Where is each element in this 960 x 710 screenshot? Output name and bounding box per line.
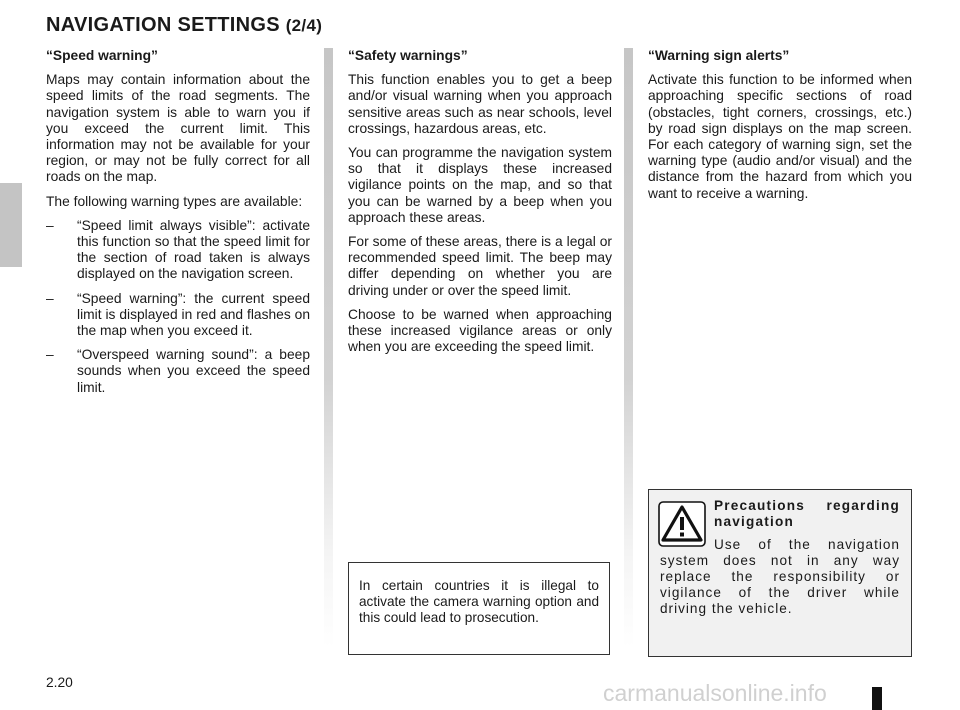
warning-sign-alerts-paragraph: Activate this function to be informed when approaching specific sections of road (obstacles, tight corners, crossings, etc.) by road sign displays on the map screen. For each category of warning sign, set the warning type (audio and/or visual) and the distance from the hazard from which you want to receive a warning. bbox=[648, 72, 912, 201]
safety-paragraph-4: Choose to be warned when approaching these increased vigilance areas or only when you are exceeding the speed limit. bbox=[348, 306, 612, 355]
list-item: – “Speed limit always visible”: activate this function so that the speed limit for the section of road taken is always displayed on the navigation screen. bbox=[46, 217, 310, 282]
warning-triangle-icon bbox=[658, 501, 706, 547]
dash-bullet: – bbox=[46, 290, 54, 306]
speed-warning-paragraph: Maps may contain information about the speed limits of the road segments. The navigation system is able to warn you if you exceed the current limit. This information may not be available for your region, or may not be fully correct for all roads on the map. bbox=[46, 72, 310, 185]
chapter-end-mark bbox=[872, 687, 882, 710]
page-number: 2.20 bbox=[46, 675, 73, 690]
precautions-text: Use of the navigation system does not in any way replace the responsibility or vigilance of the driver while driving the vehicle. bbox=[660, 537, 900, 616]
safety-warnings-heading: “Safety warnings” bbox=[348, 48, 468, 63]
warning-types-list bbox=[46, 218, 310, 396]
safety-paragraph-1: This function enables you to get a beep and/or visual warning when you approach sensitive areas such as near schools, level crossings, hazardous areas, etc. bbox=[348, 72, 612, 136]
list-item: – “Overspeed warning sound”: a beep sounds when you exceed the speed limit. bbox=[46, 347, 310, 395]
page-subtitle: (2/4) bbox=[285, 16, 323, 35]
camera-warning-note bbox=[348, 562, 610, 655]
page-title: NAVIGATION SETTINGS (2/4) bbox=[46, 14, 323, 36]
precautions-box bbox=[648, 489, 912, 657]
watermark: carmanualsonline.info bbox=[603, 680, 827, 706]
precautions-title: Precautions regarding navigation bbox=[714, 498, 900, 529]
column-safety-warnings bbox=[348, 48, 612, 363]
safety-paragraph-2: You can programme the navigation system so that it displays these increased vigilance points on the map, and so that you can be warned by a beep when you approach these areas. bbox=[348, 145, 612, 225]
column-divider-right bbox=[624, 48, 633, 648]
column-divider-left bbox=[324, 48, 333, 648]
warning-types-intro: The following warning types are available: bbox=[46, 193, 303, 209]
list-item: – “Speed warning”: the current speed limit is displayed in red and flashes on the map when you exceed it. bbox=[46, 290, 310, 339]
column-warning-sign-alerts bbox=[648, 48, 912, 210]
dash-bullet: – bbox=[46, 347, 54, 363]
speed-warning-heading: “Speed warning” bbox=[46, 48, 158, 63]
safety-paragraph-3: For some of these areas, there is a legal or recommended speed limit. The beep may differ depending on whether you are driving under or over the speed limit. bbox=[348, 234, 612, 298]
chapter-side-tab bbox=[0, 183, 22, 267]
dash-bullet: – bbox=[46, 217, 54, 233]
camera-warning-note-text: In certain countries it is illegal to activate the camera warning option and this could lead to prosecution. bbox=[359, 578, 599, 626]
warning-sign-alerts-heading: “Warning sign alerts” bbox=[648, 48, 790, 63]
column-speed-warning bbox=[46, 48, 310, 404]
